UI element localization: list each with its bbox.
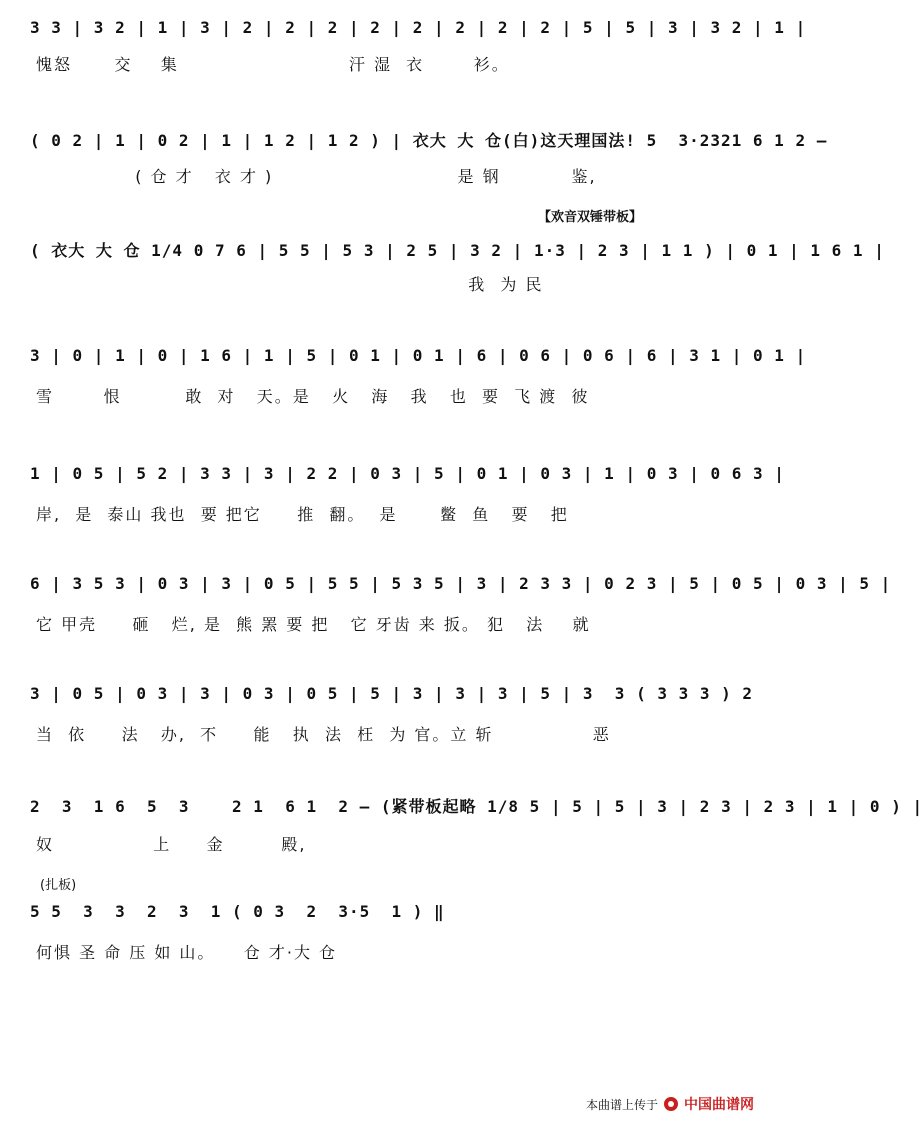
score-system-6 — [0, 570, 892, 634]
score-system-5 — [0, 460, 785, 524]
notation-line: ( 衣大 大 仓 1/4 0 7 6 | 5 5 | 5 3 | 2 5 | 3 2 | 1·3 | 2 3 | 1 1 ) | 0 1 | 1 6 1 | — [30, 241, 885, 260]
upload-credit-text: 本曲谱上传于 — [585, 1097, 658, 1112]
site-logo-icon — [664, 1097, 678, 1111]
lyrics-line: 岸, 是 泰山 我也 要 把它 推 翻。 是 鳖 鱼 要 把 — [36, 505, 569, 524]
lyrics-line: 何惧 圣 命 压 如 山。 仓 才·大 仓 — [36, 943, 338, 962]
notation-line: ( 0 2 | 1 | 0 2 | 1 | 1 2 | 1 2 ) | 衣大 大 仓(白)这天理国法! 5 3·2321 6 1 2 – — [30, 131, 828, 150]
notation-line: 5 5 3 3 2 3 1 ( 0 3 2 3·5 1 ) ‖ — [30, 902, 445, 921]
score-system-2 — [0, 124, 828, 188]
site-name[interactable]: 中国曲谱网 — [684, 1097, 754, 1113]
lyrics-line: 我 为 民 — [36, 275, 544, 294]
notation-line: 6 | 3 5 3 | 0 3 | 3 | 0 5 | 5 5 | 5 3 5 | 3 | 2 3 3 | 0 2 3 | 5 | 0 5 | 0 3 | 5 | — [30, 574, 892, 593]
lyrics-line: 当 依 法 办, 不 能 执 法 枉 为 官。立 斩 恶 — [36, 725, 611, 744]
lyrics-line: 它 甲壳 砸 烂, 是 熊 罴 要 把 它 牙齿 来 扳。 犯 法 就 — [36, 615, 591, 634]
score-system-3 — [0, 232, 885, 296]
notation-line: 3 | 0 | 1 | 0 | 1 6 | 1 | 5 | 0 1 | 0 1 | 6 | 0 6 | 0 6 | 6 | 3 1 | 0 1 | — [30, 346, 807, 365]
notation-line: 3 3 | 3 2 | 1 | 3 | 2 | 2 | 2 | 2 | 2 | 2 | 2 | 2 | 5 | 5 | 3 | 3 2 | 1 | — [30, 18, 807, 37]
score-system-1 — [0, 14, 807, 74]
board-change-cue: 【欢音双锤带板】 — [538, 210, 643, 225]
notation-line: 2 3 1 6 5 3 2 1 6 1 2 – (紧带板起略 1/8 5 | 5 | 5 | 3 | 2 3 | 2 3 | 1 | 0 ) | — [30, 797, 923, 816]
score-system-9 — [0, 898, 768, 962]
upload-credit — [586, 1094, 754, 1114]
score-system-7 — [0, 680, 768, 744]
lyrics-line: 奴 上 金 殿, — [36, 835, 307, 854]
lyrics-line: ( 仓 才 衣 才 ) 是 钢 鉴, — [36, 167, 597, 186]
lyrics-line: 愧怒 交 集 汗 湿 衣 衫。 — [36, 55, 510, 74]
zha-ban-cue: (扎板) — [40, 878, 77, 893]
score-system-8 — [0, 790, 923, 854]
lyrics-line: 雪 恨 敢 对 天。是 火 海 我 也 要 飞 渡 彼 — [36, 387, 590, 406]
score-system-4 — [0, 342, 807, 406]
notation-line: 1 | 0 5 | 5 2 | 3 3 | 3 | 2 2 | 0 3 | 5 | 0 1 | 0 3 | 1 | 0 3 | 0 6 3 | — [30, 464, 785, 483]
notation-line: 3 | 0 5 | 0 3 | 3 | 0 3 | 0 5 | 5 | 3 | 3 | 3 | 5 | 3 3 ( 3 3 3 ) 2 — [30, 684, 754, 703]
